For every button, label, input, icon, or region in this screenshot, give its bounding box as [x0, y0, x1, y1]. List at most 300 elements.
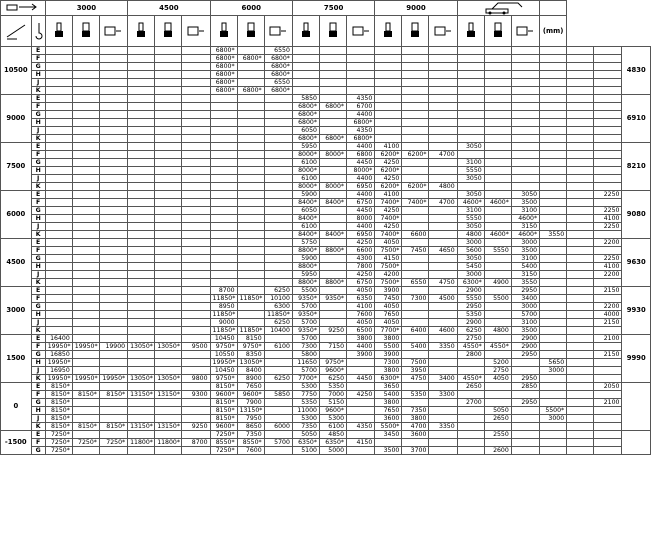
load-value: 4400 [347, 175, 375, 183]
load-value [511, 407, 539, 415]
load-value [45, 47, 72, 55]
load-value: 4400 [347, 191, 375, 199]
load-value: 3050 [457, 191, 484, 199]
config-label: K [31, 135, 45, 143]
table-row [1, 439, 651, 447]
load-value: 19950* [210, 359, 237, 367]
load-value [45, 255, 72, 263]
load-value: 4050 [375, 303, 402, 311]
load-value [128, 263, 155, 271]
config-label: F [31, 295, 45, 303]
load-value: 4700 [429, 151, 457, 159]
load-value [319, 95, 346, 103]
load-value [319, 303, 346, 311]
load-value [99, 399, 127, 407]
load-value [99, 119, 127, 127]
load-value [155, 111, 182, 119]
load-value [594, 279, 622, 287]
load-value: 3100 [457, 207, 484, 215]
load-value [128, 407, 155, 415]
load-value: 4600 [429, 327, 457, 335]
load-value [237, 71, 264, 79]
load-value [511, 359, 539, 367]
load-value [210, 247, 237, 255]
load-value [155, 431, 182, 439]
load-value: 8150* [45, 415, 72, 423]
load-value [237, 287, 264, 295]
load-value [155, 47, 182, 55]
load-value [594, 47, 622, 55]
load-value [375, 111, 402, 119]
load-value: 4400 [347, 223, 375, 231]
load-value [237, 231, 264, 239]
config-label: K [31, 87, 45, 95]
load-value [72, 431, 99, 439]
load-value [128, 271, 155, 279]
load-value [264, 399, 292, 407]
load-value: 2250 [594, 223, 622, 231]
load-value: 6350* [319, 439, 346, 447]
load-value [594, 423, 622, 431]
load-value [128, 191, 155, 199]
load-value [319, 111, 346, 119]
load-value [511, 439, 539, 447]
table-row [1, 119, 651, 127]
config-label: H [31, 407, 45, 415]
load-value [182, 103, 210, 111]
load-value: 3650 [375, 383, 402, 391]
load-value [99, 231, 127, 239]
config-label: K [31, 183, 45, 191]
load-value [319, 143, 346, 151]
load-value [128, 447, 155, 455]
table-row [1, 191, 651, 199]
config-label: J [31, 127, 45, 135]
load-value: 11850* [264, 311, 292, 319]
load-value [128, 351, 155, 359]
load-value [182, 47, 210, 55]
load-value: 4250 [375, 159, 402, 167]
load-value: 3500 [375, 447, 402, 455]
load-value [237, 143, 264, 151]
config-label: F [31, 391, 45, 399]
load-value [457, 87, 484, 95]
load-value [128, 223, 155, 231]
load-value: 8150* [72, 391, 99, 399]
load-value [155, 223, 182, 231]
load-value: 4600* [511, 231, 539, 239]
load-value [594, 111, 622, 119]
load-value [511, 415, 539, 423]
360-icon [429, 16, 457, 47]
load-value [45, 111, 72, 119]
load-value: 4250 [375, 207, 402, 215]
load-value [540, 55, 567, 63]
load-value [237, 175, 264, 183]
load-value [457, 79, 484, 87]
load-value [319, 87, 346, 95]
load-value: 4800 [484, 327, 511, 335]
load-value [264, 247, 292, 255]
load-value [567, 415, 594, 423]
load-value: 7000 [319, 391, 346, 399]
load-value [128, 167, 155, 175]
load-value [155, 63, 182, 71]
table-row [1, 391, 651, 399]
load-value: 6600 [402, 231, 429, 239]
load-value [99, 247, 127, 255]
load-value [402, 63, 429, 71]
load-value [155, 191, 182, 199]
load-value [128, 367, 155, 375]
load-value [182, 319, 210, 327]
config-label: H [31, 311, 45, 319]
load-value [540, 159, 567, 167]
radius-7500: 7500 [292, 1, 374, 16]
load-value: 6800* [264, 71, 292, 79]
load-value [540, 215, 567, 223]
load-value [540, 207, 567, 215]
load-value: 5300 [292, 383, 319, 391]
load-value [128, 303, 155, 311]
load-value [540, 319, 567, 327]
load-value: 9500 [182, 343, 210, 351]
load-value: 4250 [347, 239, 375, 247]
load-value: 5600 [457, 247, 484, 255]
load-value: 9000 [210, 319, 237, 327]
load-value [72, 167, 99, 175]
load-value: 6550 [402, 279, 429, 287]
load-value [155, 151, 182, 159]
load-value [264, 263, 292, 271]
load-value: 8150* [99, 391, 127, 399]
load-value: 5550 [457, 215, 484, 223]
load-value [99, 367, 127, 375]
load-value [99, 151, 127, 159]
load-value: 13050* [237, 359, 264, 367]
table-row [1, 319, 651, 327]
load-value [319, 175, 346, 183]
load-value: 3050 [511, 191, 539, 199]
load-value: 13150* [128, 391, 155, 399]
load-value [567, 327, 594, 335]
load-value [264, 335, 292, 343]
load-value [237, 167, 264, 175]
load-value [264, 191, 292, 199]
table-row [1, 415, 651, 423]
load-value [45, 95, 72, 103]
load-value [429, 127, 457, 135]
load-value [402, 55, 429, 63]
load-value [237, 183, 264, 191]
load-value [594, 343, 622, 351]
load-value [99, 359, 127, 367]
load-value [540, 287, 567, 295]
load-value: 8550* [210, 439, 237, 447]
load-value [429, 191, 457, 199]
load-value [155, 295, 182, 303]
load-value [182, 175, 210, 183]
load-value [429, 319, 457, 327]
load-value: 8800* [292, 279, 319, 287]
load-value [264, 167, 292, 175]
load-value [99, 55, 127, 63]
config-label: G [31, 255, 45, 263]
table-row [1, 143, 651, 151]
load-value [567, 55, 594, 63]
load-value [72, 255, 99, 263]
load-value: 3300 [429, 391, 457, 399]
load-value [567, 263, 594, 271]
load-value [540, 391, 567, 399]
max-radius-label: 9630 [622, 239, 651, 287]
load-value [375, 47, 402, 55]
load-value: 2200 [594, 271, 622, 279]
load-value [264, 103, 292, 111]
load-value [484, 159, 511, 167]
load-value [347, 447, 375, 455]
load-value [457, 95, 484, 103]
header-blank [540, 1, 567, 16]
load-value: 11850* [210, 327, 237, 335]
load-value [429, 447, 457, 455]
load-value [484, 135, 511, 143]
load-value [99, 207, 127, 215]
load-value: 10400 [264, 327, 292, 335]
load-value [540, 87, 567, 95]
load-value [319, 271, 346, 279]
load-value: 2550 [484, 431, 511, 439]
load-value: 13050* [155, 343, 182, 351]
load-value [484, 351, 511, 359]
load-value: 5700 [292, 303, 319, 311]
load-value [292, 55, 319, 63]
load-value [594, 159, 622, 167]
load-value [182, 415, 210, 423]
load-value [402, 223, 429, 231]
load-value: 7650 [375, 407, 402, 415]
load-value: 7250* [72, 439, 99, 447]
load-value [484, 71, 511, 79]
load-value [264, 143, 292, 151]
config-label: J [31, 319, 45, 327]
load-value [319, 351, 346, 359]
load-value: 4300 [347, 255, 375, 263]
load-value: 6800* [292, 135, 319, 143]
load-value: 7250* [99, 439, 127, 447]
load-value [128, 327, 155, 335]
config-label: E [31, 431, 45, 439]
load-value: 3100 [511, 319, 539, 327]
load-value [402, 271, 429, 279]
load-value [540, 399, 567, 407]
config-label: J [31, 271, 45, 279]
load-value [540, 79, 567, 87]
load-value [594, 183, 622, 191]
load-value [210, 263, 237, 271]
load-value: 2200 [594, 303, 622, 311]
load-value [540, 183, 567, 191]
load-value [319, 215, 346, 223]
load-value [72, 111, 99, 119]
load-value: 4250 [347, 271, 375, 279]
config-label: E [31, 191, 45, 199]
load-value: 3450 [375, 431, 402, 439]
load-value [429, 431, 457, 439]
load-value [511, 47, 539, 55]
radius-9000: 9000 [375, 1, 457, 16]
load-value [237, 119, 264, 127]
load-value: 3900 [347, 351, 375, 359]
load-value [347, 87, 375, 95]
load-value [99, 111, 127, 119]
load-value: 11000 [292, 407, 319, 415]
load-value: 3000 [457, 239, 484, 247]
load-value [155, 207, 182, 215]
front-icon [210, 16, 237, 47]
height-label: 1500 [1, 335, 32, 383]
load-value: 2250 [594, 255, 622, 263]
load-value [594, 151, 622, 159]
load-value: 5050 [484, 407, 511, 415]
load-value: 8150* [45, 399, 72, 407]
load-value [567, 399, 594, 407]
load-value [72, 207, 99, 215]
load-value [567, 63, 594, 71]
load-value [237, 263, 264, 271]
load-value [72, 191, 99, 199]
table-row [1, 375, 651, 383]
load-value: 4400 [347, 111, 375, 119]
load-value: 2950 [511, 399, 539, 407]
load-value [594, 391, 622, 399]
load-value [375, 95, 402, 103]
load-value: 3000 [540, 415, 567, 423]
load-value: 6550 [264, 47, 292, 55]
load-value [429, 383, 457, 391]
load-value [429, 47, 457, 55]
load-value [402, 119, 429, 127]
load-value [484, 47, 511, 55]
load-value [540, 439, 567, 447]
load-value [45, 79, 72, 87]
table-row [1, 311, 651, 319]
config-label: F [31, 247, 45, 255]
load-value [319, 55, 346, 63]
load-value [540, 271, 567, 279]
load-value [99, 239, 127, 247]
config-label: K [31, 375, 45, 383]
load-value [210, 127, 237, 135]
load-value [128, 71, 155, 79]
table-row [1, 423, 651, 431]
load-value [567, 447, 594, 455]
load-value: 7500 [402, 359, 429, 367]
load-value [264, 175, 292, 183]
load-value [429, 255, 457, 263]
load-value: 3100 [511, 255, 539, 263]
load-value [402, 71, 429, 79]
load-value [155, 215, 182, 223]
load-value [457, 423, 484, 431]
load-value: 6300* [457, 279, 484, 287]
max-radius-label: 9930 [622, 287, 651, 335]
load-value [72, 239, 99, 247]
table-row [1, 215, 651, 223]
load-value: 13050* [155, 375, 182, 383]
load-value: 4100 [375, 143, 402, 151]
load-value [319, 263, 346, 271]
load-value [128, 79, 155, 87]
load-value [567, 247, 594, 255]
load-value [567, 375, 594, 383]
load-value: 2900 [457, 287, 484, 295]
load-value: 6400 [402, 327, 429, 335]
load-value [210, 231, 237, 239]
side-icon [402, 16, 429, 47]
load-value [182, 63, 210, 71]
load-value: 8000* [319, 183, 346, 191]
load-value [264, 351, 292, 359]
load-value [210, 111, 237, 119]
load-value: 10100 [264, 295, 292, 303]
load-value [402, 167, 429, 175]
hook-icon [31, 16, 45, 47]
load-value [237, 223, 264, 231]
chart-corner-icon [1, 1, 46, 16]
load-value [155, 159, 182, 167]
load-value: 8400 [237, 367, 264, 375]
load-value [594, 231, 622, 239]
table-row [1, 383, 651, 391]
load-value: 3400 [511, 295, 539, 303]
load-value [347, 431, 375, 439]
load-value: 2950 [511, 351, 539, 359]
load-value [567, 143, 594, 151]
load-value: 13150* [128, 423, 155, 431]
load-value [429, 439, 457, 447]
load-value [484, 383, 511, 391]
load-value [155, 311, 182, 319]
load-value: 6200* [402, 183, 429, 191]
load-value [128, 311, 155, 319]
load-value [72, 359, 99, 367]
load-value: 7500* [375, 279, 402, 287]
load-value: 7600 [237, 447, 264, 455]
load-value [567, 111, 594, 119]
load-value [155, 359, 182, 367]
load-value [182, 327, 210, 335]
load-value [540, 143, 567, 151]
load-value: 2150 [594, 287, 622, 295]
load-value: 6800* [210, 71, 237, 79]
side-icon [155, 16, 182, 47]
load-value [347, 71, 375, 79]
load-value [567, 279, 594, 287]
load-value [567, 167, 594, 175]
table-row [1, 431, 651, 439]
load-value [264, 383, 292, 391]
load-value [319, 167, 346, 175]
load-value [99, 271, 127, 279]
table-row [1, 399, 651, 407]
load-value: 4450 [347, 207, 375, 215]
load-value: 3050 [457, 175, 484, 183]
load-value: 5800 [292, 351, 319, 359]
load-value [128, 359, 155, 367]
load-value [567, 335, 594, 343]
load-value [429, 407, 457, 415]
